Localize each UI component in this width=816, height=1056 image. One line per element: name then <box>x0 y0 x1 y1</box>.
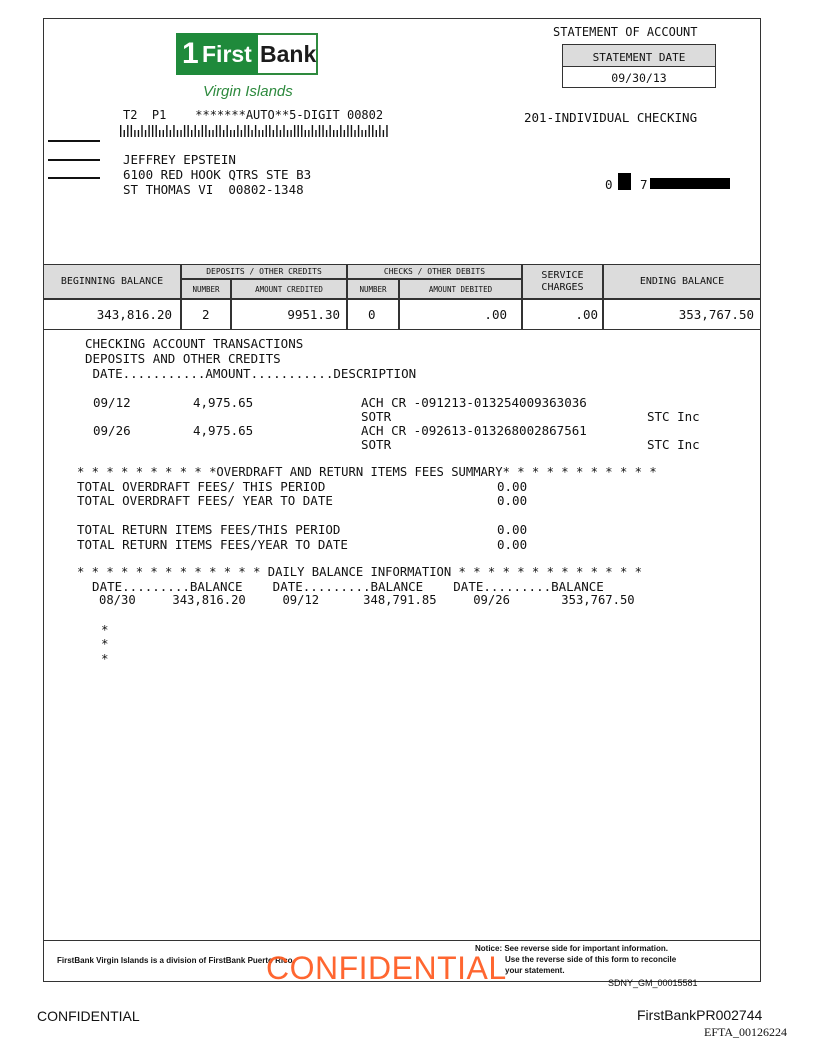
daily-balance-values: 08/30 343,816.20 09/12 348,791.85 09/26 353,767.50 <box>77 593 635 607</box>
debits-number-value: 0 <box>347 299 399 330</box>
fee-value: 0.00 <box>497 493 528 508</box>
continuation-star: * <box>101 636 109 651</box>
margin-mark <box>48 159 100 161</box>
transaction-sub: SOTR <box>361 437 392 452</box>
amount-credited-header: AMOUNT CREDITED <box>231 279 347 299</box>
debits-header: CHECKS / OTHER DEBITS <box>347 264 522 279</box>
account-type: 201-INDIVIDUAL CHECKING <box>524 110 698 125</box>
barcode-bar <box>365 130 366 137</box>
notice-line-1: Notice: See reverse side for important information. <box>475 944 668 953</box>
fee-label: TOTAL OVERDRAFT FEES/ THIS PERIOD <box>77 479 326 494</box>
fee-value: 0.00 <box>497 537 528 552</box>
barcode-bar <box>383 130 384 137</box>
credits-number-header: NUMBER <box>181 279 231 299</box>
bates-number: FirstBankPR002744 <box>637 1007 763 1023</box>
fee-label: TOTAL OVERDRAFT FEES/ YEAR TO DATE <box>77 493 333 508</box>
barcode-bar <box>227 125 228 137</box>
barcode-bar <box>131 125 132 137</box>
barcode-bar <box>269 125 270 137</box>
firstbank-logo: 1 First Bank <box>176 33 318 75</box>
barcode-bar <box>234 130 235 137</box>
bates-inner: SDNY_GM_00015581 <box>608 978 698 988</box>
barcode-bar <box>163 130 164 137</box>
statement-date-box <box>562 44 716 88</box>
efta-number: EFTA_00126224 <box>704 1025 788 1039</box>
barcode-bar <box>205 125 206 137</box>
fee-value: 0.00 <box>497 522 528 537</box>
barcode-bar <box>191 130 192 137</box>
barcode-bar <box>173 125 174 137</box>
margin-mark <box>48 177 100 179</box>
fee-value: 0.00 <box>497 479 528 494</box>
barcode-bar <box>202 125 203 137</box>
barcode-bar <box>244 125 245 137</box>
barcode-bar <box>212 130 213 137</box>
transaction-amount: 4,975.65 <box>193 395 254 410</box>
continuation-star: * <box>101 651 109 666</box>
deposits-heading: DEPOSITS AND OTHER CREDITS <box>85 351 281 366</box>
fee-label: TOTAL RETURN ITEMS FEES/YEAR TO DATE <box>77 537 348 552</box>
barcode-bar <box>187 125 188 137</box>
barcode-bar <box>319 125 320 137</box>
customer-name: JEFFREY EPSTEIN <box>123 152 236 167</box>
barcode-bar <box>138 130 139 137</box>
barcode-bar <box>141 125 142 137</box>
barcode-bar <box>230 130 231 137</box>
barcode-bar <box>294 125 295 137</box>
barcode-bar <box>124 130 125 137</box>
daily-balance-banner: * * * * * * * * * * * * * DAILY BALANCE INFORMATION * * * * * * * * * * * * * <box>77 565 642 579</box>
barcode-bar <box>134 130 135 137</box>
barcode-bar <box>333 130 334 137</box>
postal-barcode <box>120 125 392 137</box>
barcode-bar <box>156 125 157 137</box>
beginning-balance-header: BEGINNING BALANCE <box>43 264 181 299</box>
barcode-bar <box>290 130 291 137</box>
confidential-stamp: CONFIDENTIAL <box>266 950 507 986</box>
credits-header: DEPOSITS / OTHER CREDITS <box>181 264 347 279</box>
barcode-bar <box>386 125 387 137</box>
barcode-bar <box>266 125 267 137</box>
barcode-bar <box>262 130 263 137</box>
barcode-bar <box>351 125 352 137</box>
region-label: Virgin Islands <box>203 83 293 100</box>
barcode-bar <box>198 130 199 137</box>
service-charges-value: .00 <box>522 299 603 330</box>
barcode-bar <box>340 125 341 137</box>
barcode-bar <box>241 130 242 137</box>
barcode-bar <box>301 125 302 137</box>
transactions-heading: CHECKING ACCOUNT TRANSACTIONS <box>85 336 304 351</box>
redaction-block <box>650 178 730 189</box>
beginning-balance-value: 343,816.20 <box>43 299 181 330</box>
transaction-description: ACH CR -092613-013268002867561 <box>361 423 587 438</box>
barcode-bar <box>358 125 359 137</box>
credits-number-value: 2 <box>181 299 231 330</box>
barcode-bar <box>354 130 355 137</box>
fees-banner: * * * * * * * * * *OVERDRAFT AND RETURN ITEMS FEES SUMMARY* * * * * * * * * * * <box>77 465 657 479</box>
barcode-bar <box>298 125 299 137</box>
barcode-bar <box>347 125 348 137</box>
amount-debited-header: AMOUNT DEBITED <box>399 279 522 299</box>
statement-date-label: STATEMENT DATE <box>592 51 686 64</box>
barcode-bar <box>258 130 259 137</box>
notice-line-2: Use the reverse side of this form to reconcile <box>505 955 677 964</box>
margin-mark <box>48 140 100 142</box>
barcode-bar <box>177 130 178 137</box>
barcode-bar <box>283 125 284 137</box>
barcode-bar <box>315 130 316 137</box>
transaction-amount: 4,975.65 <box>193 423 254 438</box>
barcode-bar <box>329 125 330 137</box>
barcode-bar <box>322 125 323 137</box>
transaction-payee: STC Inc <box>647 409 700 424</box>
division-note: FirstBank Virgin Islands is a division of FirstBank Puerto Rico. <box>57 956 295 965</box>
address-line-1: 6100 RED HOOK QTRS STE B3 <box>123 167 312 182</box>
barcode-bar <box>376 130 377 137</box>
credits-amount-value: 9951.30 <box>231 299 347 330</box>
debits-amount-value: .00 <box>399 299 522 330</box>
barcode-bar <box>251 130 252 137</box>
barcode-bar <box>159 130 160 137</box>
service-charges-header: SERVICE CHARGES <box>522 264 603 299</box>
barcode-bar <box>237 125 238 137</box>
statement-date-value: 09/30/13 <box>611 71 667 85</box>
barcode-bar <box>152 125 153 137</box>
barcode-bar <box>326 130 327 137</box>
barcode-bar <box>369 125 370 137</box>
barcode-bar <box>127 125 128 137</box>
redaction-block <box>618 173 631 190</box>
barcode-bar <box>280 130 281 137</box>
barcode-bar <box>312 125 313 137</box>
barcode-bar <box>372 125 373 137</box>
address-line-2: ST THOMAS VI 00802-1348 <box>123 182 304 197</box>
barcode-bar <box>361 130 362 137</box>
barcode-bar <box>255 125 256 137</box>
routing-line: T2 P1 *******AUTO**5-DIGIT 00802 <box>123 108 384 122</box>
barcode-bar <box>219 125 220 137</box>
barcode-bar <box>344 130 345 137</box>
barcode-bar <box>248 125 249 137</box>
barcode-bar <box>308 130 309 137</box>
barcode-bar <box>337 130 338 137</box>
barcode-bar <box>120 125 121 137</box>
ending-balance-header: ENDING BALANCE <box>603 264 761 299</box>
continuation-star: * <box>101 622 109 637</box>
transaction-sub: SOTR <box>361 409 392 424</box>
barcode-bar <box>276 125 277 137</box>
footer-rule <box>43 940 761 941</box>
transaction-description: ACH CR -091213-013254009363036 <box>361 395 587 410</box>
debits-number-header: NUMBER <box>347 279 399 299</box>
transactions-columns: DATE...........AMOUNT...........DESCRIPTION <box>85 366 417 381</box>
barcode-bar <box>223 130 224 137</box>
notice-line-3: your statement. <box>505 966 565 975</box>
confidential-label: CONFIDENTIAL <box>37 1008 140 1024</box>
barcode-bar <box>184 125 185 137</box>
account-number-mid: 7 <box>640 177 648 192</box>
transaction-date: 09/26 <box>93 423 131 438</box>
barcode-bar <box>145 130 146 137</box>
barcode-bar <box>273 130 274 137</box>
barcode-bar <box>209 130 210 137</box>
ending-balance-value: 353,767.50 <box>603 299 761 330</box>
barcode-bar <box>170 130 171 137</box>
daily-balance-columns: DATE.........BALANCE DATE.........BALANCE DATE.........BALANCE <box>77 579 604 594</box>
fee-label: TOTAL RETURN ITEMS FEES/THIS PERIOD <box>77 522 341 537</box>
transaction-payee: STC Inc <box>647 437 700 452</box>
barcode-bar <box>148 125 149 137</box>
barcode-bar <box>180 130 181 137</box>
barcode-bar <box>287 130 288 137</box>
transaction-date: 09/12 <box>93 395 131 410</box>
barcode-bar <box>379 125 380 137</box>
account-number-prefix: 0 <box>605 177 613 192</box>
barcode-bar <box>216 125 217 137</box>
barcode-bar <box>195 125 196 137</box>
barcode-bar <box>166 125 167 137</box>
barcode-bar <box>305 130 306 137</box>
statement-title: STATEMENT OF ACCOUNT <box>553 25 698 39</box>
